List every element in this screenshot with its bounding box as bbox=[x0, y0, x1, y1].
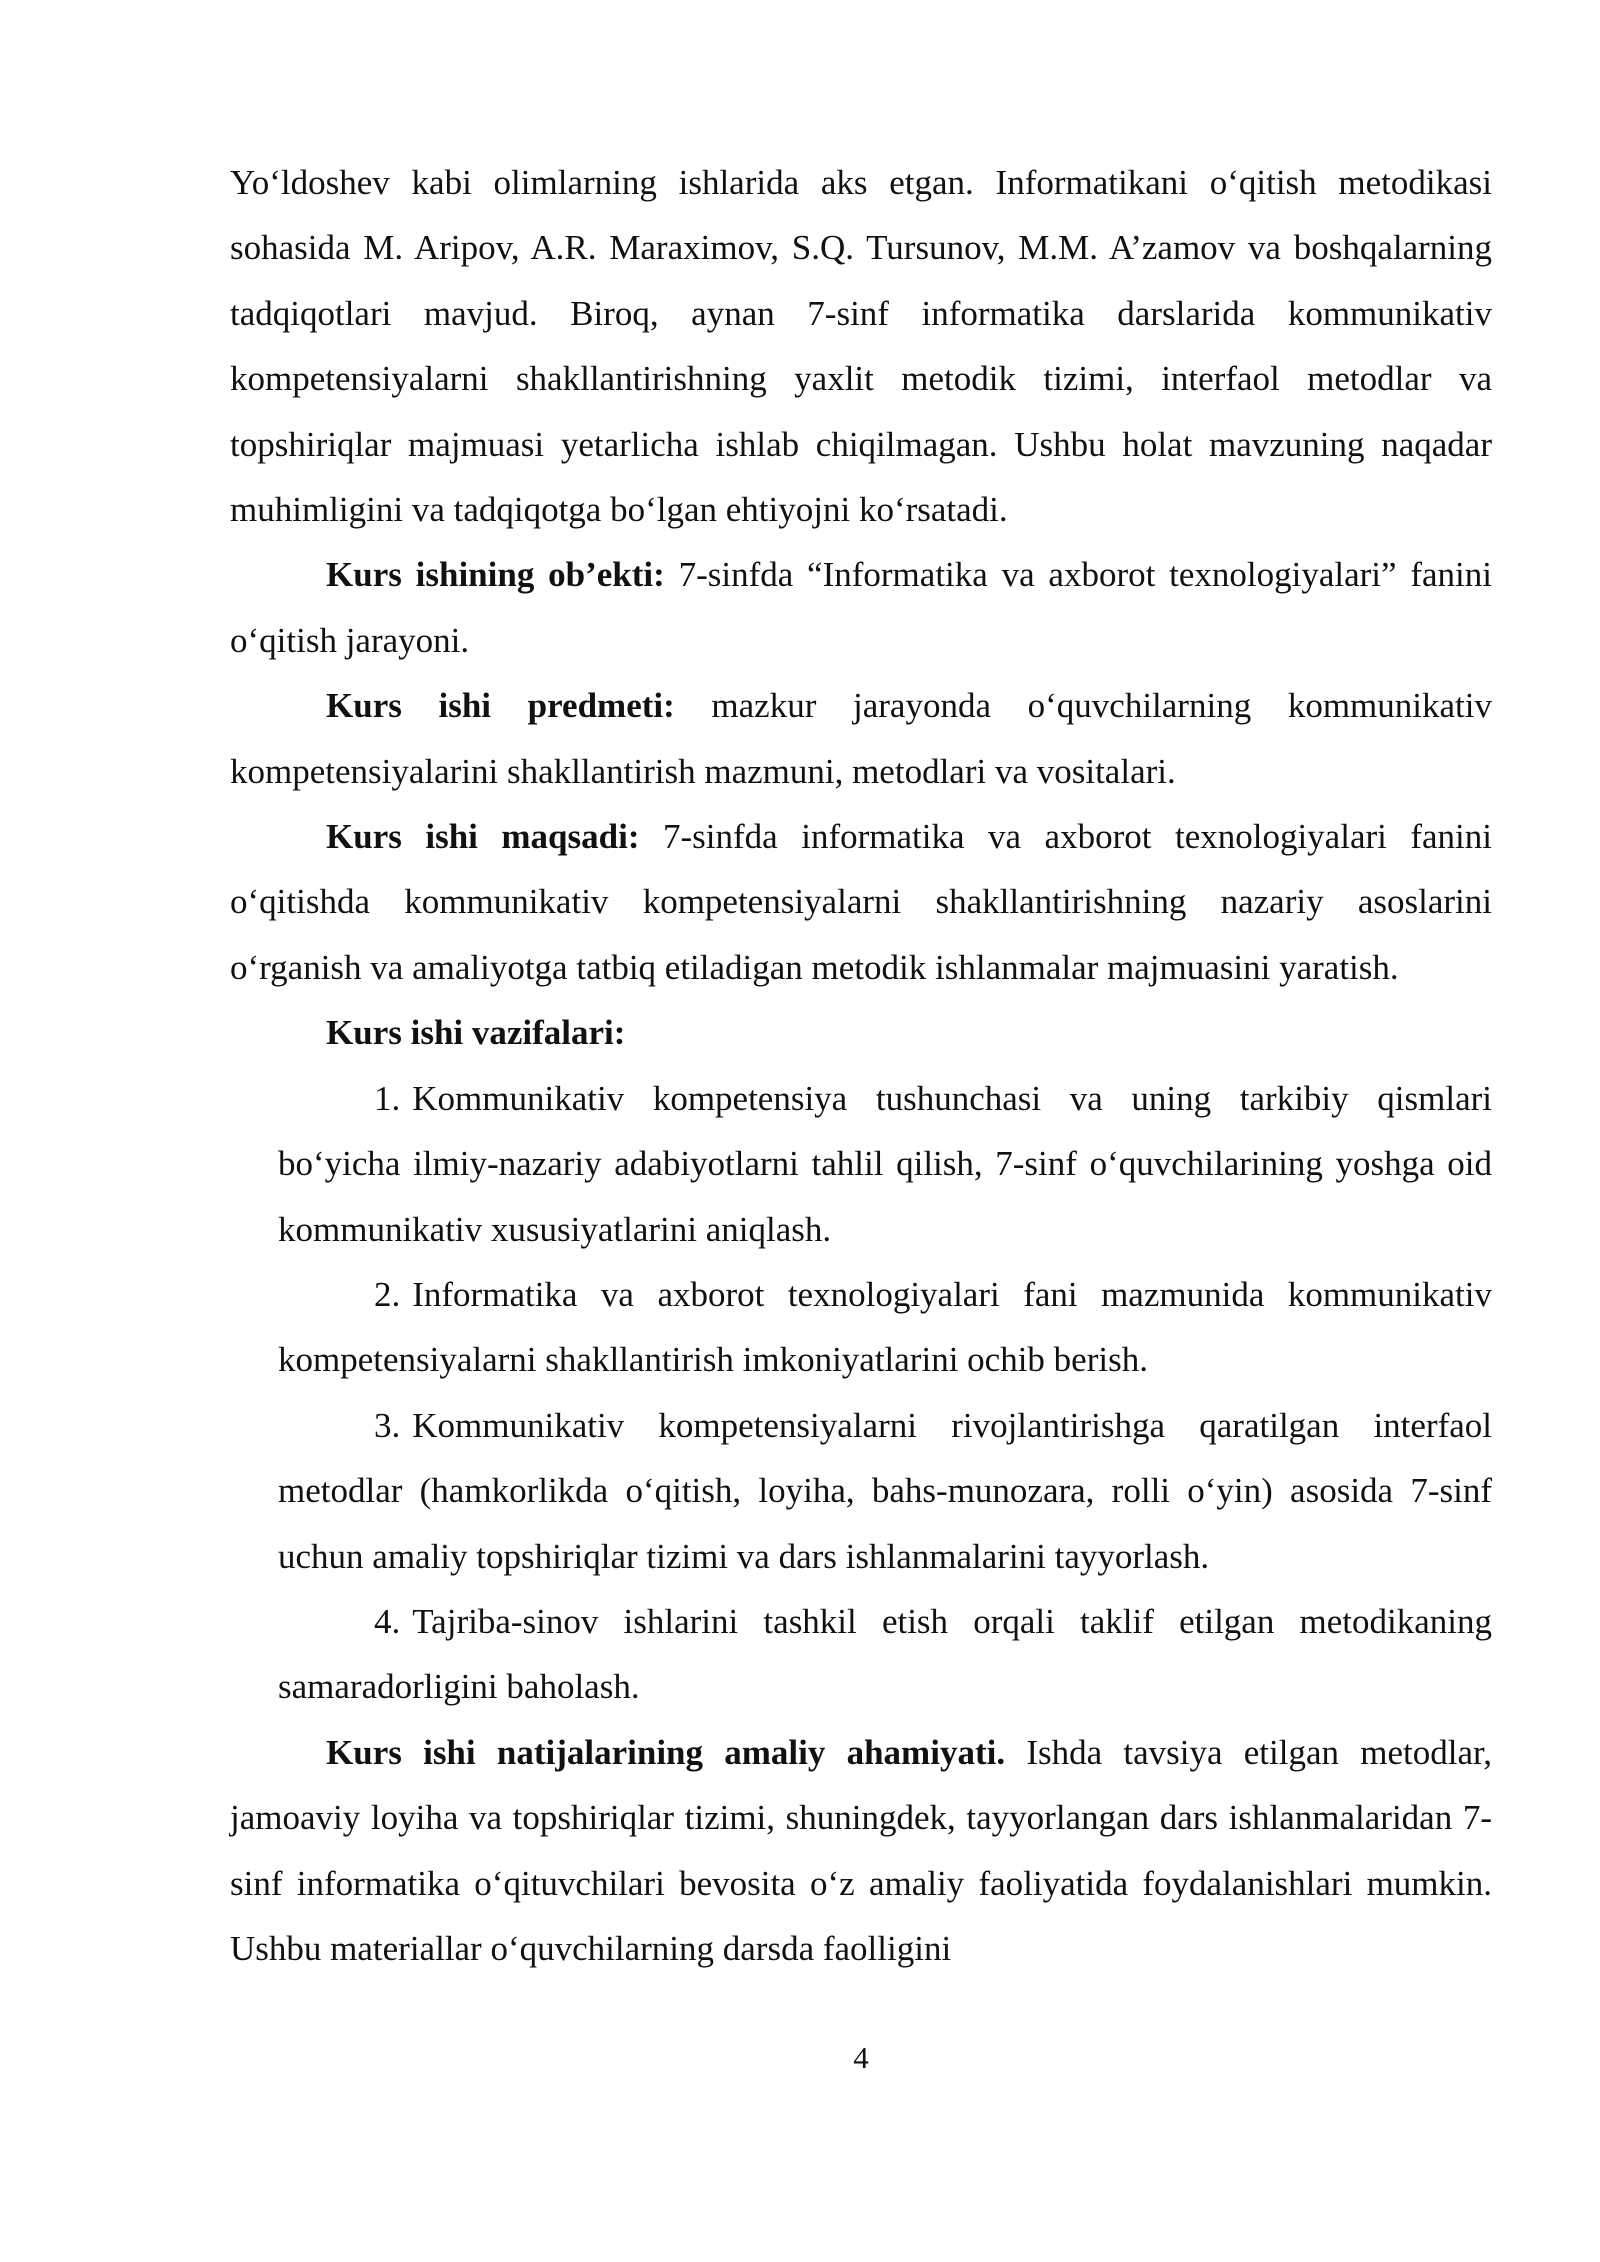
task-item-1 bbox=[278, 1066, 1492, 1262]
goal-paragraph bbox=[230, 804, 1492, 1000]
object-label: Kurs ishining ob’ekti: bbox=[326, 555, 665, 595]
subject-label: Kurs ishi predmeti: bbox=[326, 686, 675, 726]
document-page bbox=[230, 150, 1492, 1981]
object-paragraph bbox=[230, 542, 1492, 673]
task-number: 2. bbox=[374, 1274, 401, 1314]
task-number: 1. bbox=[374, 1078, 401, 1118]
significance-label: Kurs ishi natijalarining amaliy ahamiyati. bbox=[326, 1732, 1006, 1772]
intro-paragraph: Yo‘ldoshev kabi olimlarning ishlarida aks etgan. Informatikani o‘qitish metodikasi sohasida M. Aripov, A.R. Maraximov, S.Q. Tursunov, M.M. A’zamov va boshqalarning tadqiqotlari mavjud. Biroq, aynan 7-sinf informatika darslarida kommunikativ kompetensiyalarni shakllantirishning yaxlit metodik tizimi, interfaol metodlar va topshiriqlar majmuasi yetarlicha ishlab chiqilmagan. Ushbu holat mavzuning naqadar muhimligini va tadqiqotga bo‘lgan ehtiyojni ko‘rsatadi. bbox=[230, 163, 1492, 530]
significance-paragraph bbox=[230, 1720, 1492, 1982]
object-text: 7-sinfda “Informatika va axborot texnologiyalari” fanini o‘qitish jarayoni. bbox=[230, 555, 1492, 660]
significance-text: Ishda tavsiya etilgan metodlar, jamoaviy loyiha va topshiriqlar tizimi, shuningdek, tayyorlangan dars ishlanmalaridan 7-sinf informatika o‘qituvchilari bevosita o‘z amaliy faoliyatida foydalanishlari mumkin. Ushbu materiallar o‘quvchilarning darsda faolligini bbox=[230, 1732, 1492, 1968]
task-number: 3. bbox=[374, 1405, 401, 1445]
tasks-heading: Kurs ishi vazifalari: bbox=[326, 1013, 626, 1053]
goal-label: Kurs ishi maqsadi: bbox=[326, 817, 640, 857]
goal-text: 7-sinfda informatika va axborot texnologiyalari fanini o‘qitishda kommunikativ kompetensiyalarni shakllantirishning nazariy asoslarini o‘rganish va amaliyotga tatbiq etiladigan metodik ishlanmalar majmuasini yaratish. bbox=[230, 817, 1493, 987]
task-item-3 bbox=[278, 1393, 1492, 1589]
task-text: Kommunikativ kompetensiyalarni rivojlantirishga qaratilgan interfaol metodlar (hamkorlikda o‘qitish, loyiha, bahs-munozara, rolli o‘yin) asosida 7-sinf uchun amaliy topshiriqlar tizimi va dars ishlanmalarini tayyorlash. bbox=[278, 1405, 1492, 1576]
task-item-4 bbox=[278, 1589, 1492, 1720]
task-text: Kommunikativ kompetensiya tushunchasi va uning tarkibiy qismlari bo‘yicha ilmiy-nazariy adabiyotlarni tahlil qilish, 7-sinf o‘quvchilarining yoshga oid kommunikativ xususiyatlarini aniqlash. bbox=[278, 1078, 1492, 1249]
task-item-2 bbox=[278, 1262, 1492, 1393]
tasks-heading-paragraph bbox=[230, 1000, 1492, 1065]
task-number: 4. bbox=[374, 1601, 401, 1641]
subject-text: mazkur jarayonda o‘quvchilarning kommunikativ kompetensiyalarini shakllantirish mazmuni, metodlari va vositalari. bbox=[230, 686, 1492, 791]
subject-paragraph bbox=[230, 673, 1492, 804]
task-text: Tajriba-sinov ishlarini tashkil etish orqali taklif etilgan metodikaning samaradorligini baholash. bbox=[278, 1601, 1492, 1707]
page-number: 4 bbox=[853, 2040, 869, 2075]
task-text: Informatika va axborot texnologiyalari fani mazmunida kommunikativ kompetensiyalarni shakllantirish imkoniyatlarini ochib berish. bbox=[278, 1274, 1492, 1380]
tasks-list bbox=[230, 1066, 1492, 1720]
